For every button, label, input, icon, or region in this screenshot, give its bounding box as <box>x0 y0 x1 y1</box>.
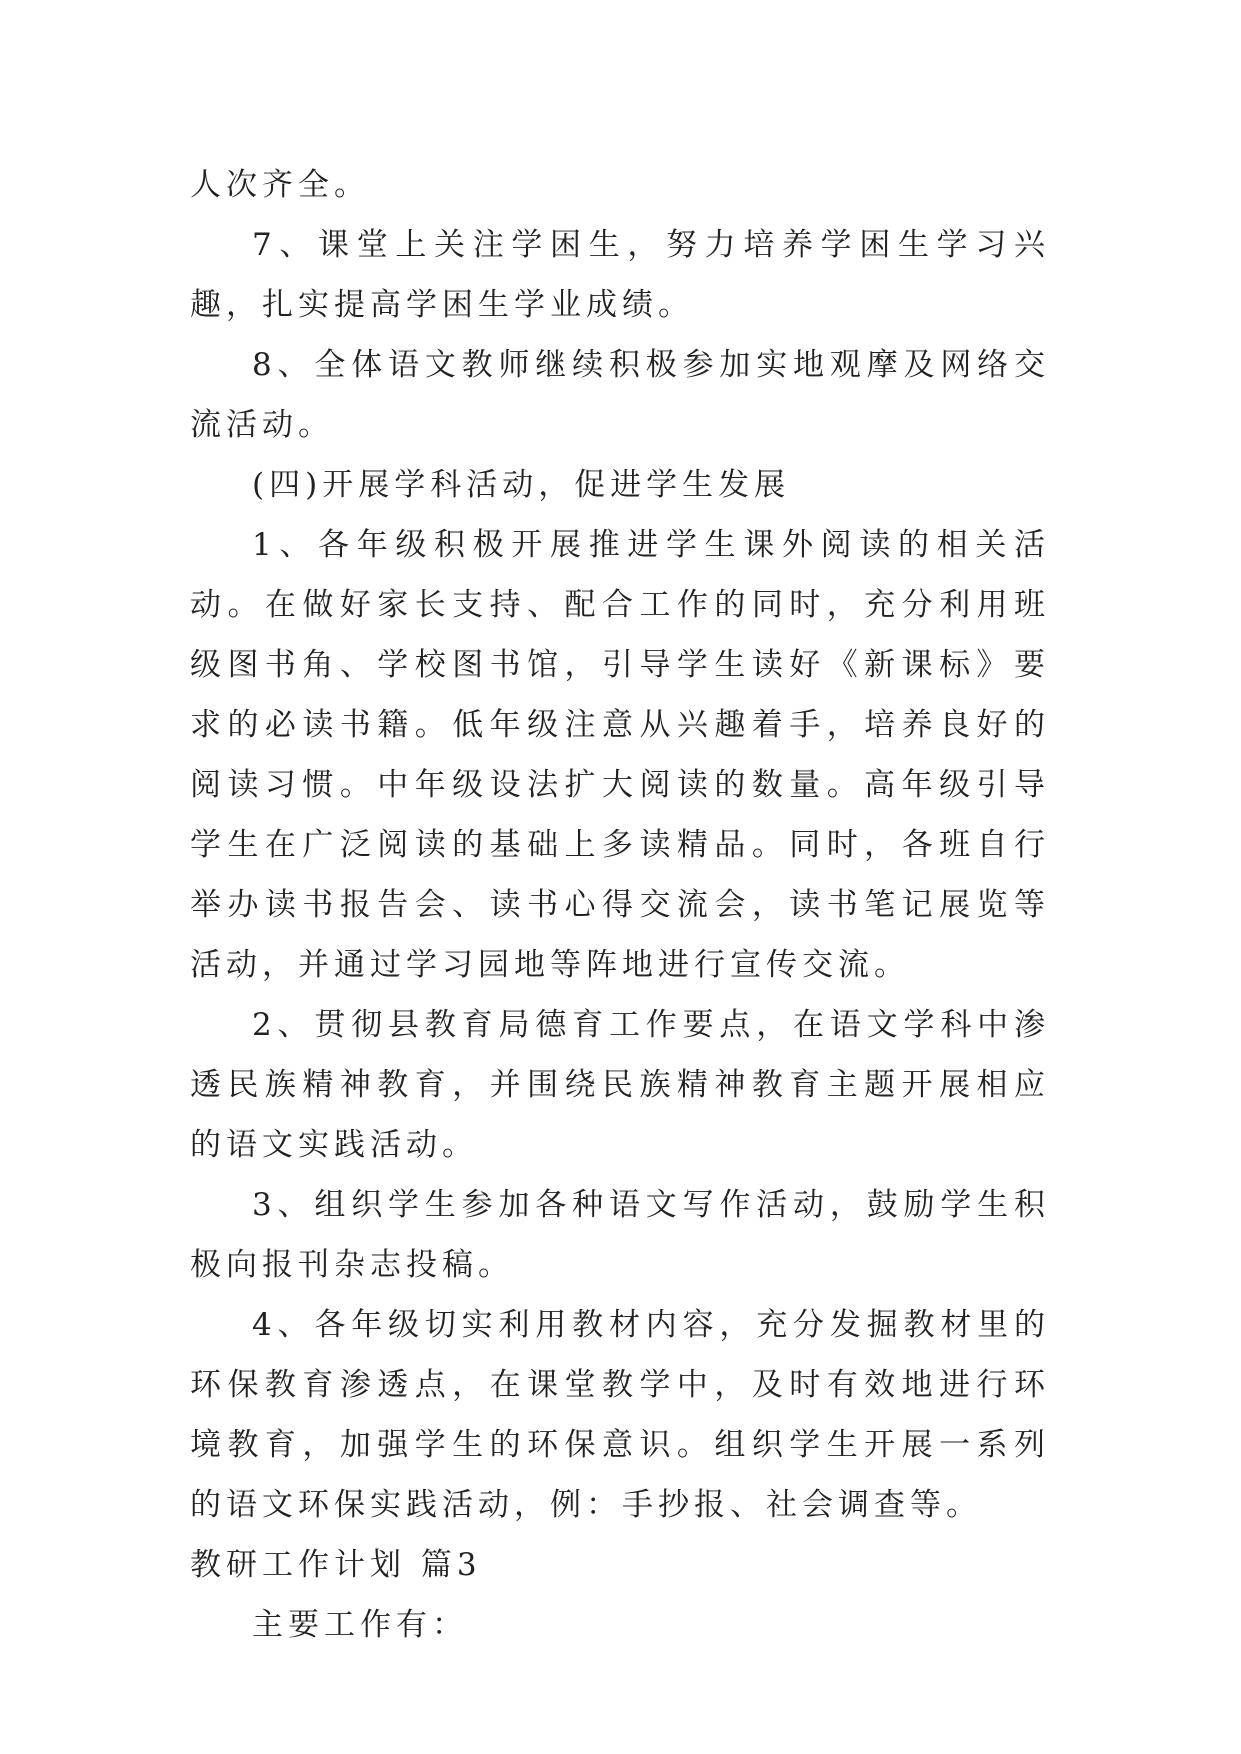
paragraph: 2、贯彻县教育局德育工作要点，在语文学科中渗透民族精神教育，并围绕民族精神教育主题开展相应的语文实践活动。 <box>190 1007 1050 1163</box>
paragraph: 人次齐全。 <box>190 167 370 203</box>
paragraph: 主要工作有： <box>252 1607 468 1643</box>
paragraph: 8、全体语文教师继续积极参加实地观摩及网络交流活动。 <box>190 347 1050 443</box>
section-heading: (四)开展学科活动，促进学生发展 <box>252 467 791 503</box>
paragraph: 4、各年级切实利用教材内容，充分发掘教材里的环保教育渗透点，在课堂教学中，及时有效地进行环境教育，加强学生的环保意识。组织学生开展一系列的语文环保实践活动，例：手抄报、社会调查等。 <box>190 1307 1050 1523</box>
paragraph: 1、各年级积极开展推进学生课外阅读的相关活动。在做好家长支持、配合工作的同时，充分利用班级图书角、学校图书馆，引导学生读好《新课标》要求的必读书籍。低年级注意从兴趣着手，培养良好的阅读习惯。中年级设法扩大阅读的数量。高年级引导学生在广泛阅读的基础上多读精品。同时，各班自行举办读书报告会、读书心得交流会，读书笔记展览等活动，并通过学习园地等阵地进行宣传交流。 <box>190 527 1050 983</box>
paragraph: 3、组织学生参加各种语文写作活动，鼓励学生积极向报刊杂志投稿。 <box>190 1187 1050 1283</box>
paragraph: 7、课堂上关注学困生，努力培养学困生学习兴趣，扎实提高学困生学业成绩。 <box>190 227 1050 323</box>
article-title: 教研工作计划 篇3 <box>190 1547 482 1583</box>
document-body <box>190 155 1050 1655</box>
